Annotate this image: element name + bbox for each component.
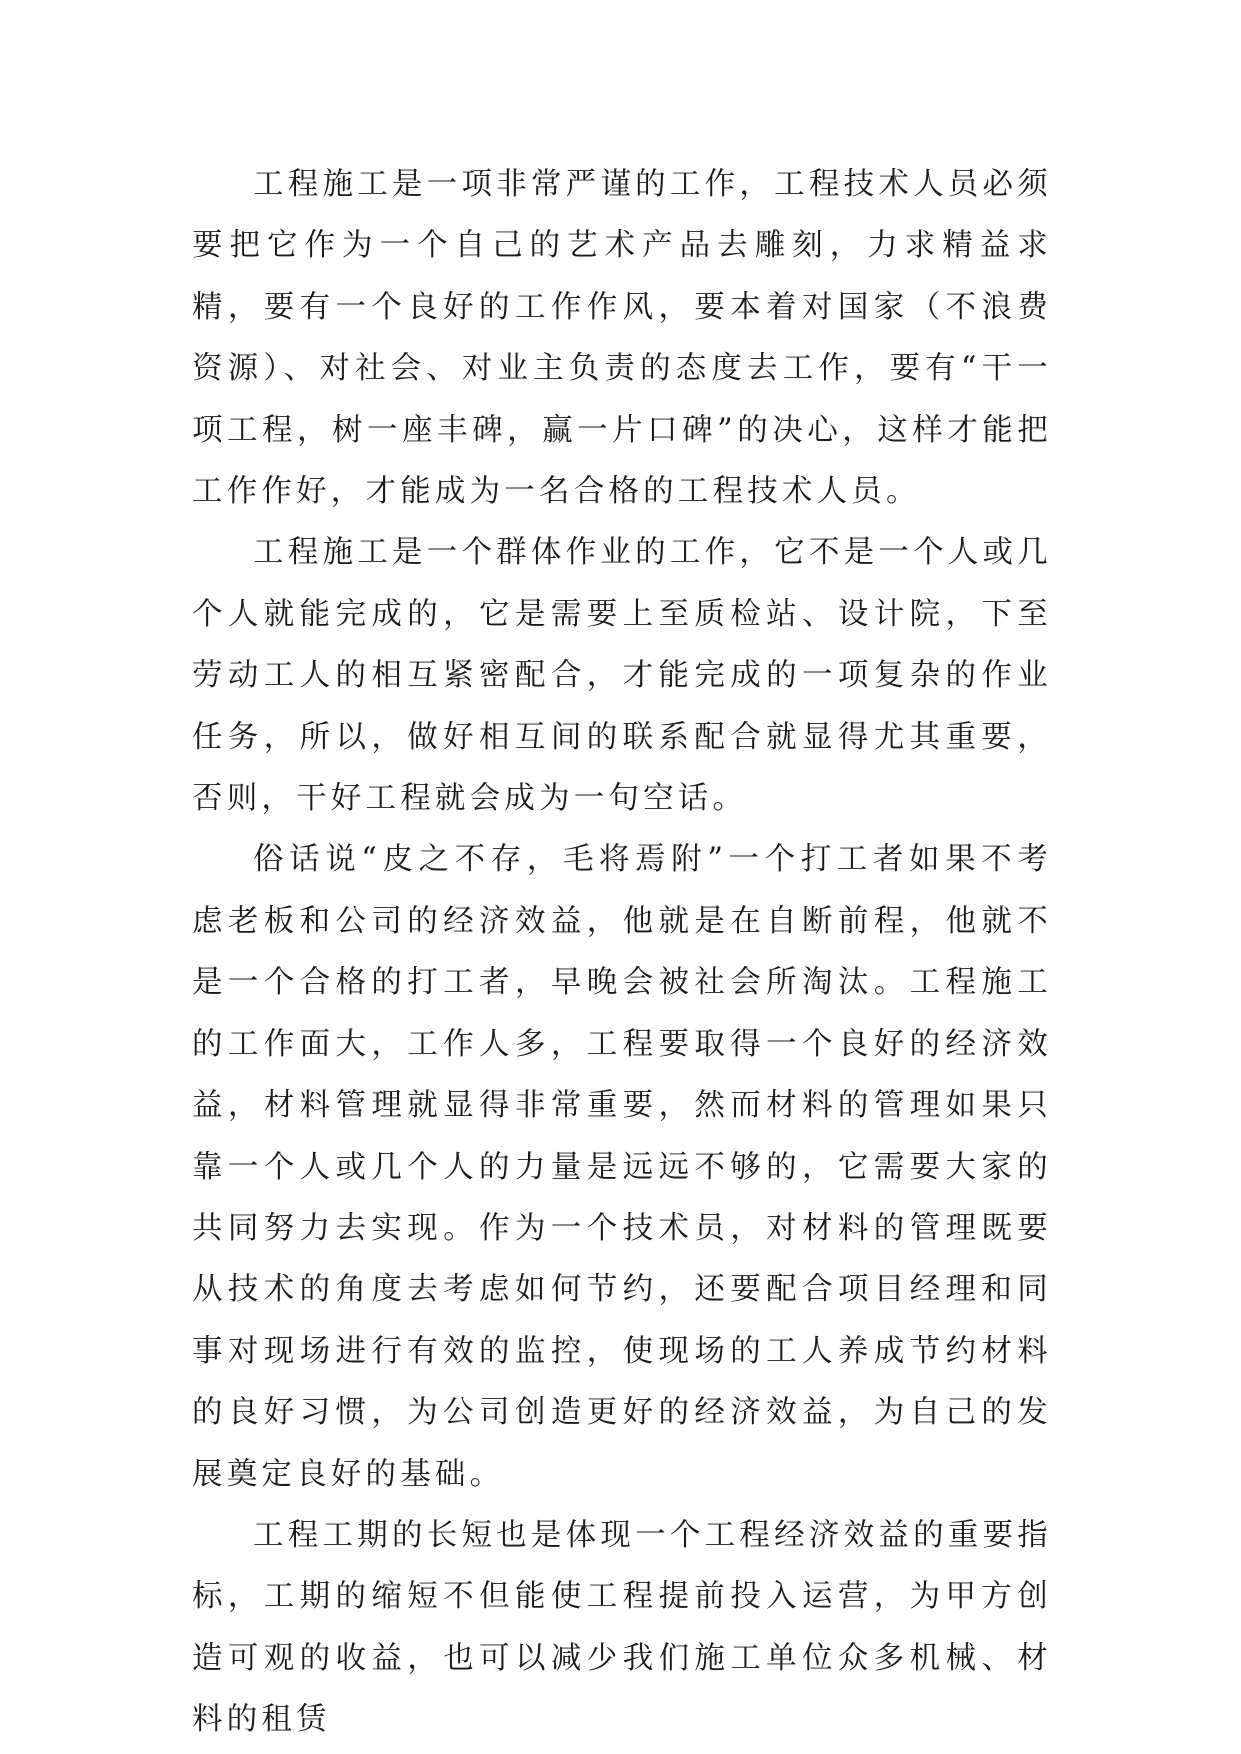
paragraph-3: 俗话说“皮之不存，毛将焉附”一个打工者如果不考虑老板和公司的经济效益，他就是在自断前程，他就不是一个合格的打工者，早晚会被社会所淘汰。工程施工的工作面大，工作人多，工程要取得一个良好的经济效益，材料管理就显得非常重要，然而材料的管理如果只靠一个人或几个人的力量是远远不够的，它需要大家的共同努力去实现。作为一个技术员，对材料的管理既要从技术的角度去考虑如何节约，还要配合项目经理和同事对现场进行有效的监控，使现场的工人养成节约材料的良好习惯，为公司创造更好的经济效益，为自己的发展奠定良好的基础。	[192, 842, 1052, 1492]
document-body	[192, 154, 1052, 1751]
paragraph-1: 工程施工是一项非常严谨的工作，工程技术人员必须要把它作为一个自己的艺术产品去雕刻，力求精益求精，要有一个良好的工作作风，要本着对国家（不浪费资源）、对社会、对业主负责的态度去工作，要有“干一项工程，树一座丰碑，赢一片口碑”的决心，这样才能把工作作好，才能成为一名合格的工程技术人员。	[192, 167, 1052, 510]
paragraph-2: 工程施工是一个群体作业的工作，它不是一个人或几个人就能完成的，它是需要上至质检站、设计院，下至劳动工人的相互紧密配合，才能完成的一项复杂的作业任务，所以，做好相互间的联系配合就显得尤其重要，否则，干好工程就会成为一句空话。	[192, 535, 1052, 817]
paragraph-4: 工程工期的长短也是体现一个工程经济效益的重要指标，工期的缩短不但能使工程提前投入运营，为甲方创造可观的收益，也可以减少我们施工单位众多机械、材料的租赁	[192, 1517, 1052, 1738]
